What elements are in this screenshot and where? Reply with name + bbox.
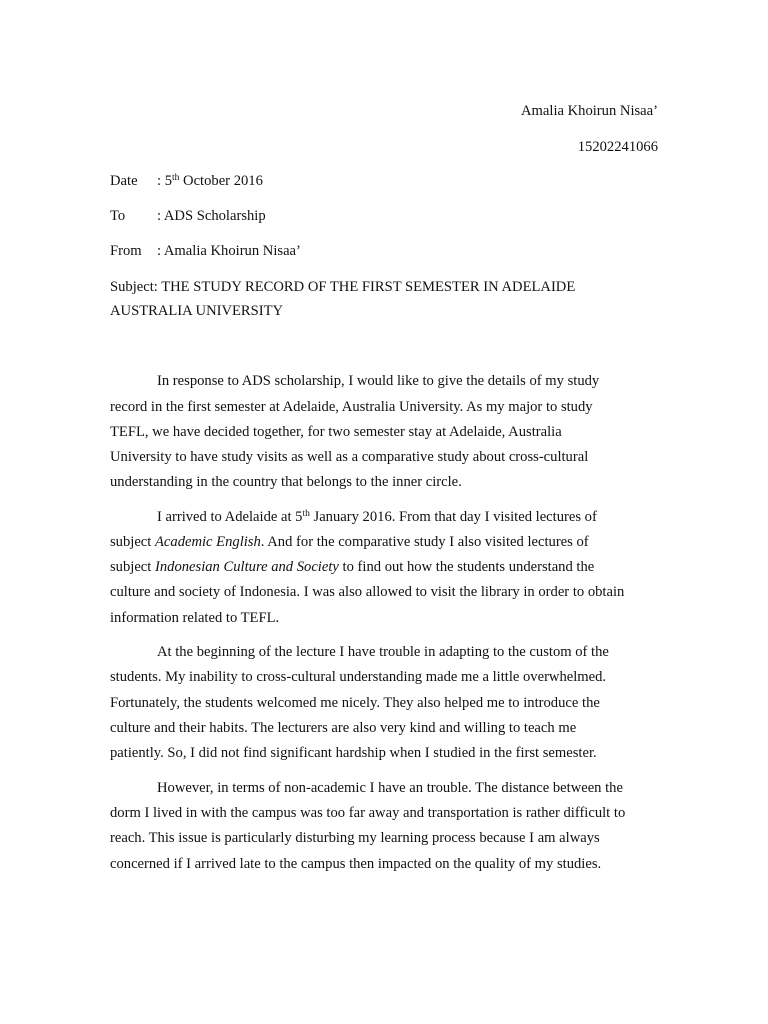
p4-line: dorm I lived in with the campus was too far away and transportation is rather difficult to <box>110 805 626 821</box>
p4-line: concerned if I arrived late to the campus then impacted on the quality of my studies. <box>110 856 602 872</box>
p3-line: culture and their habits. The lecturers are also very kind and willing to teach me <box>110 720 577 736</box>
p2-line: I arrived to Adelaide at 5th January 2016. From that day I visited lectures of <box>157 509 597 525</box>
p1-line: University to have study visits as well as a comparative study about cross-cultural <box>110 449 589 465</box>
p3-line: Fortunately, the students welcomed me nicely. They also helped me to introduce the <box>110 695 600 711</box>
p1-line: TEFL, we have decided together, for two semester stay at Adelaide, Australia <box>110 424 562 440</box>
p2-line: culture and society of Indonesia. I was also allowed to visit the library in order to obtain <box>110 584 625 600</box>
date-label: Date <box>110 173 138 189</box>
course-name-indonesian-culture: Indonesian Culture and Society <box>155 559 339 575</box>
p2-line: subject Academic English. And for the comparative study I also visited lectures of <box>110 534 589 550</box>
p2-line: information related to TEFL. <box>110 610 280 626</box>
from-label: From <box>110 243 142 259</box>
p1-line: In response to ADS scholarship, I would like to give the details of my study <box>157 373 600 389</box>
p1-line: record in the first semester at Adelaide, Australia University. As my major to study <box>110 399 593 415</box>
p4-line: reach. This issue is particularly disturbing my learning process because I am always <box>110 830 600 846</box>
student-id: 15202241066 <box>577 139 658 155</box>
to-label: To <box>110 208 126 224</box>
p1-line: understanding in the country that belongs to the inner circle. <box>110 474 462 490</box>
p3-line: students. My inability to cross-cultural understanding made me a little overwhelmed. <box>110 669 607 685</box>
to-value: : ADS Scholarship <box>157 208 266 224</box>
p2-line: subject Indonesian Culture and Society to find out how the students understand the <box>110 559 595 575</box>
course-name-academic-english: Academic English <box>155 534 261 550</box>
date-value: : 5th October 2016 <box>157 173 263 189</box>
p3-line: At the beginning of the lecture I have trouble in adapting to the custom of the <box>157 644 609 660</box>
p3-line: patiently. So, I did not find significant hardship when I studied in the first semester. <box>110 745 597 761</box>
author-name: Amalia Khoirun Nisaa’ <box>521 103 658 119</box>
subject-line-2: AUSTRALIA UNIVERSITY <box>110 303 284 319</box>
from-value: : Amalia Khoirun Nisaa’ <box>157 243 301 259</box>
subject-line-1: Subject: THE STUDY RECORD OF THE FIRST SEMESTER IN ADELAIDE <box>110 279 576 295</box>
p4-line: However, in terms of non-academic I have an trouble. The distance between the <box>157 780 623 796</box>
